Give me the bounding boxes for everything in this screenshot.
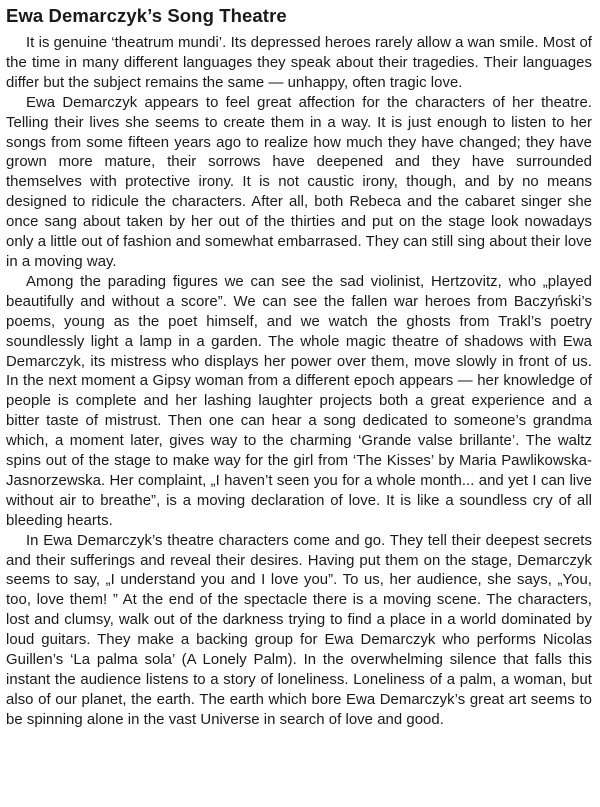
article-paragraph-4: In Ewa Demarczyk’s theatre characters come and go. They tell their deepest secrets and their sufferings and reveal their desires. Having put them on the stage, Demarczyk seems to say, „I understand you and I love you”. To us, her audience, she says, „You, too, love them! ” At the end of the spectacle there is a moving scene. The characters, lost and clumsy, walk out of the darkness trying to find a place in a world dominated by loud guitars. They make a backing group for Ewa Demarczyk who performs Nicolas Guillen’s ‘La palma sola’ (A Lonely Palm). In the overwhelming silence that falls this instant the audience listens to a story of loneliness. Loneliness of a palm, a woman, but also of our planet, the earth. The earth which bore Ewa Demarczyk’s great art seems to be spinning alone in the vast Universe in search of love and good. [6,532,592,728]
article-title: Ewa Demarczyk’s Song Theatre [6,5,287,26]
article-paragraph-2: Ewa Demarczyk appears to feel great affection for the characters of her theatre. Telling their lives she seems to create them in a way. It is just enough to listen to her songs from some fifteen years ago to realize how much they have changed; they have grown more mature, their sorrows have deepened and they have surrounded themselves with protective irony. It is not caustic irony, though, and by no means designed to ridicule the characters. After all, both Rebeca and the cabaret singer she once sang about taken by her out of the thirties and put on the stage look nowadays only a little out of fashion and somewhat embarrased. They can still sing about their love in a moving way. [6,94,592,270]
article-paragraph-1: It is genuine ‘theatrum mundi’. Its depressed heroes rarely allow a wan smile. Most of the time in many different languages they speak about their tragedies. Their languages differ but the subject remains the same — unhappy, often tragic love. [6,35,592,91]
article-paragraph-3: Among the parading figures we can see the sad violinist, Hertzovitz, who „played beautifully and without a score”. We can see the fallen war heroes from Baczyński’s poems, young as the poet himself, and we watch the ghosts from Trakl’s poetry soundlessly light a lamp in a garden. The whole magic theatre of shadows with Ewa Demarczyk, its mistress who displays her power over them, move slowly in front of us. In the next moment a Gipsy woman from a different epoch appears — her knowledge of people is complete and her lashing laughter projects both a great experience and a bitter taste of mistrust. Then one can hear a song dedicated to someone’s grandma which, a moment later, gives way to the charming ‘Grande valse brillante’. The waltz spins out of the stage to make way for the girl from ‘The Kisses’ by Maria Pawlikowska-Jasnorzewska. Her complaint, „I haven’t seen you for a whole month... and yet I can live without air to breathe”, is a moving declaration of love. It is like a soundless cry of all bleeding hearts. [6,273,592,529]
article-page [6,4,592,731]
